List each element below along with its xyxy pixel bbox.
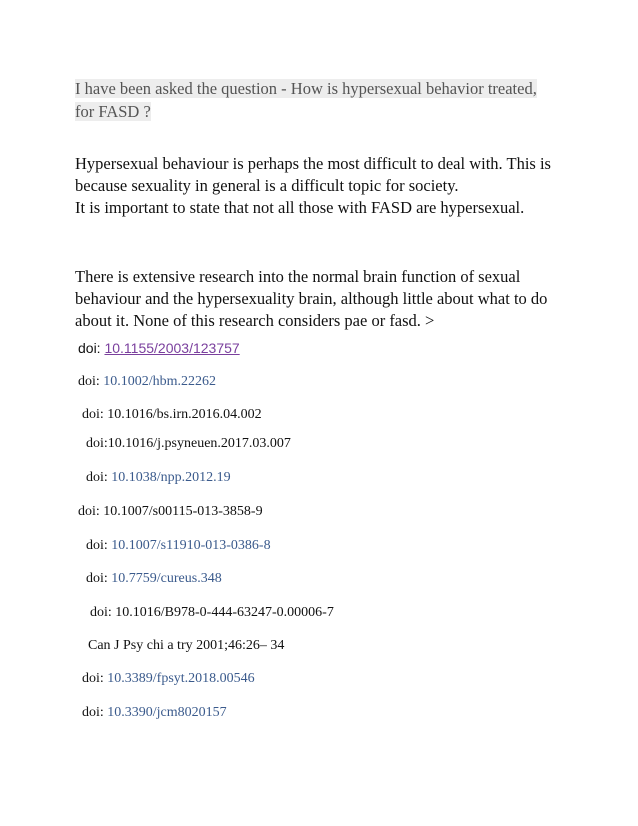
doi-link[interactable]: 10.1038/npp.2012.19 bbox=[111, 470, 231, 485]
question-text: I have been asked the question - How is hypersexual behavior treated, for FASD ? bbox=[75, 79, 537, 121]
intro-paragraph bbox=[75, 153, 565, 219]
paragraph-line: behaviour and the hypersexuality brain, although little about what to do bbox=[75, 289, 548, 308]
reference-item: doi: 10.1007/s11910-013-0386-8 bbox=[86, 538, 271, 553]
reference-item: doi: 10.1016/bs.irn.2016.04.002 bbox=[82, 407, 262, 422]
paragraph-line: There is extensive research into the normal brain function of sexual bbox=[75, 267, 521, 286]
doi-link[interactable]: 10.3389/fpsyt.2018.00546 bbox=[107, 671, 255, 686]
paragraph-line: Hypersexual behaviour is perhaps the most difficult to deal with. This is bbox=[75, 154, 551, 173]
paragraph-line: because sexuality in general is a difficult topic for society. bbox=[75, 176, 459, 195]
reference-item: doi: 10.1038/npp.2012.19 bbox=[86, 470, 231, 485]
reference-item: Can J Psy chi a try 2001;46:26– 34 bbox=[88, 638, 285, 653]
reference-item: doi: 10.3389/fpsyt.2018.00546 bbox=[82, 671, 255, 686]
reference-item: doi: 10.7759/cureus.348 bbox=[86, 571, 222, 586]
reference-item: doi: 10.3390/jcm8020157 bbox=[82, 705, 227, 720]
paragraph-line: It is important to state that not all those with FASD are hypersexual. bbox=[75, 198, 525, 217]
question-heading bbox=[75, 77, 560, 123]
doi-link[interactable]: 10.3390/jcm8020157 bbox=[107, 705, 227, 720]
research-paragraph bbox=[75, 266, 565, 332]
doi-link[interactable]: 10.1155/2003/123757 bbox=[104, 340, 240, 356]
doi-link[interactable]: 10.1007/s11910-013-0386-8 bbox=[111, 538, 271, 553]
paragraph-line: about it. None of this research considers pae or fasd. > bbox=[75, 311, 435, 330]
reference-item: doi: 10.1155/2003/123757 bbox=[78, 340, 240, 356]
reference-item: doi: 10.1016/B978-0-444-63247-0.00006-7 bbox=[90, 605, 334, 620]
reference-item: doi:10.1016/j.psyneuen.2017.03.007 bbox=[86, 436, 291, 451]
doi-link[interactable]: 10.1002/hbm.22262 bbox=[103, 374, 217, 389]
reference-item: doi: 10.1007/s00115-013-3858-9 bbox=[78, 504, 263, 519]
doi-link[interactable]: 10.7759/cureus.348 bbox=[111, 571, 222, 586]
reference-item: doi: 10.1002/hbm.22262 bbox=[78, 374, 217, 389]
